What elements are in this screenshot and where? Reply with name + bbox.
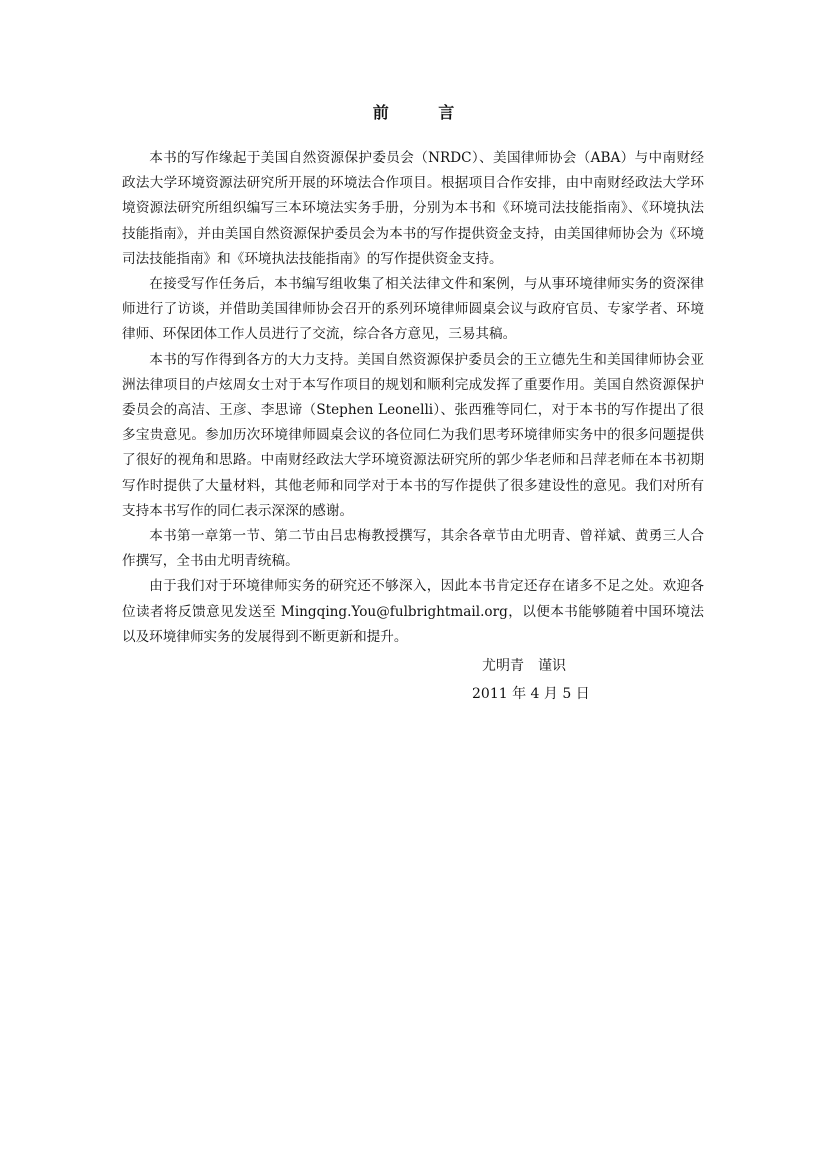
preface-body <box>122 146 704 650</box>
author-name: 尤明青 <box>482 658 524 674</box>
paragraph-authorship: 本书第一章第一节、第二节由吕忠梅教授撰写，其余各章节由尤明青、曾祥斌、黄勇三人合作撰写，全书由尤明青统稿。 <box>122 528 704 570</box>
signature-line <box>466 652 616 680</box>
page-title: 前 言 <box>372 103 477 122</box>
signature-date: 2011 年 4 月 5 日 <box>472 686 590 702</box>
paragraph-writing-process: 在接受写作任务后，本书编写组收集了相关法律文件和案例，与从事环境律师实务的资深律师进行了访谈，并借助美国律师协会召开的系列环境律师圆桌会议与政府官员、专家学者、环境律师、环保团体工作人员进行了交流，综合各方意见，三易其稿。 <box>122 276 704 343</box>
signature-note: 谨识 <box>538 658 566 674</box>
paragraph-acknowledgements: 本书的写作得到各方的大力支持。美国自然资源保护委员会的王立德先生和美国律师协会亚洲法律项目的卢炫周女士对于本写作项目的规划和顺利完成发挥了重要作用。美国自然资源保护委员会的高洁、王彦、李思谛（Stephen Leonelli）、张西雅等同仁，对于本书的写作提出了很多宝贵意见。参加历次环境律师圆桌会议的各位同仁为我们思考环境律师实务中的很多问题提供了很好的视角和思路。中南财经政法大学环境资源法研究所的郭少华老师和吕萍老师在本书初期写作时提供了大量材料，其他老师和同学对于本书的写作提供了很多建设性的意见。我们对所有支持本书写作的同仁表示深深的感谢。 <box>122 351 704 519</box>
paragraph-project-origin: 本书的写作缘起于美国自然资源保护委员会（NRDC）、美国律师协会（ABA）与中南财经政法大学环境资源法研究所开展的环境法合作项目。根据项目合作安排，由中南财经政法大学环境资源法研究所组织编写三本环境法实务手册，分别为本书和《环境司法技能指南》、《环境执法技能指南》，并由美国自然资源保护委员会为本书的写作提供资金支持，由美国律师协会为《环境司法技能指南》和《环境执法技能指南》的写作提供资金支持。 <box>122 150 704 267</box>
signature-block <box>466 652 616 708</box>
paragraph-feedback: 由于我们对于环境律师实务的研究还不够深入，因此本书肯定还存在诸多不足之处。欢迎各位读者将反馈意见发送至 Mingqing.You@fulbrightmail.org，以便本书能够随着中国环境法以及环境律师实务的发展得到不断更新和提升。 <box>122 578 704 645</box>
